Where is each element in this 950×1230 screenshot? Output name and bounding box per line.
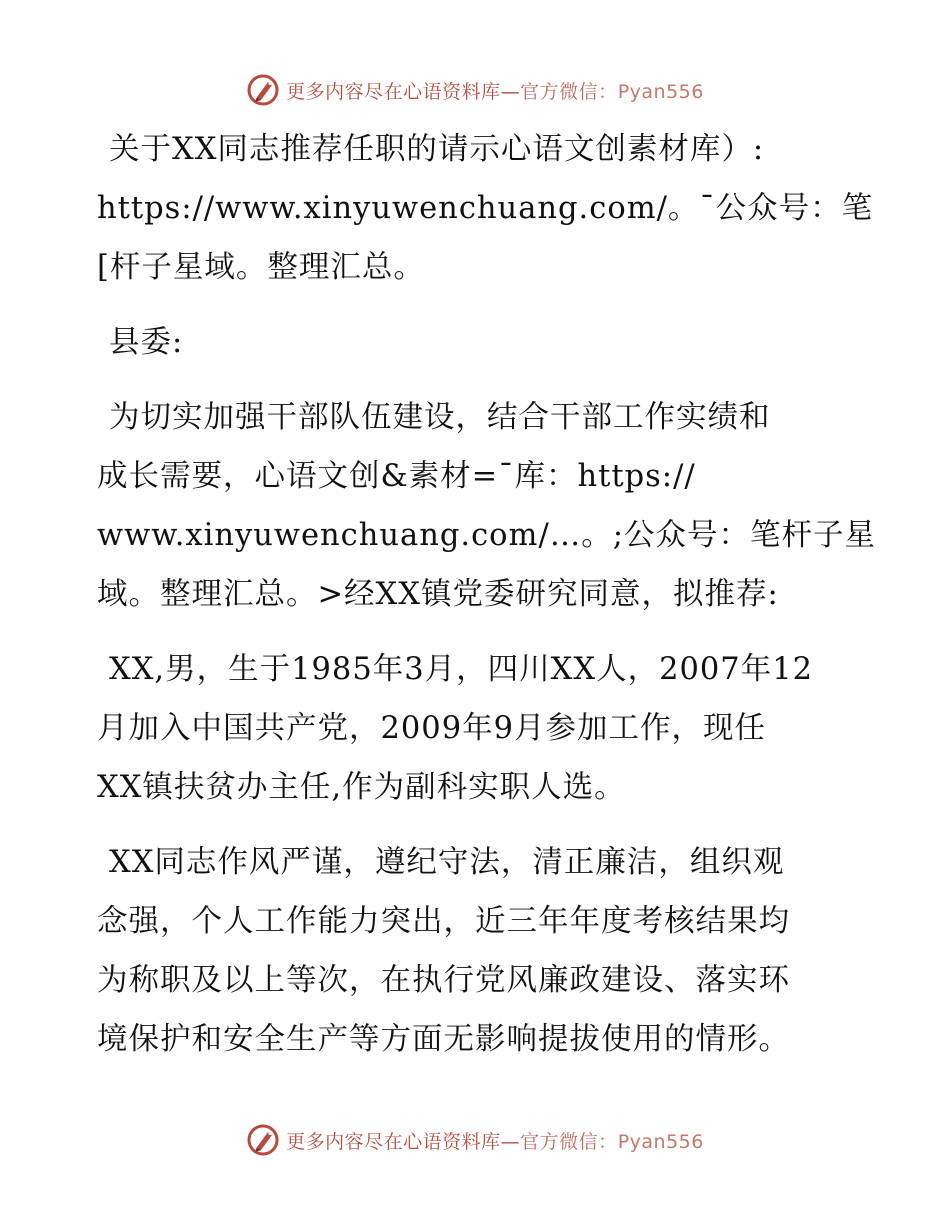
text-line: 成长需要，心语文创&素材=¯库：https:// — [97, 459, 696, 494]
paragraph-salutation — [97, 313, 857, 372]
text-line: 县委: — [109, 325, 184, 360]
text-line: https://www.xinyuwenchuang.com/。¯公众号：笔 — [97, 191, 874, 226]
text-line: [杆子星域。整理汇总。 — [97, 250, 425, 285]
text-line: 境保护和安全生产等方面无影响提拔使用的情形。 — [97, 1022, 790, 1057]
text-line: 念强，个人工作能力突出，近三年年度考核结果均 — [97, 904, 790, 939]
text-line: XX,男，生于1985年3月，四川XX人，2007年12 — [109, 652, 814, 687]
banner-dash: — — [500, 1130, 521, 1153]
text-line: XX镇扶贫办主任,作为副科实职人选。 — [97, 770, 626, 805]
banner-text — [286, 1127, 704, 1154]
banner-wechat-id: Pyan556 — [617, 1130, 704, 1153]
footer-banner — [0, 1120, 950, 1160]
text-line: 关于XX同志推荐任职的请示心语文创素材库）: — [109, 132, 765, 167]
banner-text — [286, 77, 704, 104]
text-line: 月加入中国共产党，2009年9月参加工作，现任 — [97, 711, 767, 746]
text-line: XX同志作风严谨，遵纪守法，清正廉洁，组织观 — [109, 845, 785, 880]
paragraph-candidate — [97, 640, 857, 817]
banner-wechat-label: 官方微信： — [520, 80, 618, 103]
text-line: 域。整理汇总。>经XX镇党委研究同意，拟推荐: — [97, 577, 779, 612]
pen-circle-icon — [246, 73, 280, 107]
text-line: www.xinyuwenchuang.com/…。;公众号：笔杆子星 — [97, 518, 877, 553]
pen-circle-icon — [246, 1123, 280, 1157]
paragraph-evaluation — [97, 833, 857, 1069]
text-line: 为称职及以上等次，在执行党风廉政建设、落实环 — [97, 963, 790, 998]
banner-main-text: 更多内容尽在心语资料库 — [286, 80, 501, 103]
paragraph-title — [97, 120, 874, 297]
paragraph-intro — [97, 388, 877, 624]
banner-dash: — — [500, 80, 521, 103]
banner-content — [246, 73, 704, 107]
header-banner — [0, 70, 950, 110]
banner-wechat-label: 官方微信： — [520, 1130, 618, 1153]
text-line: 为切实加强干部队伍建设，结合干部工作实绩和 — [109, 400, 771, 435]
banner-wechat-id: Pyan556 — [617, 80, 704, 103]
banner-content — [246, 1123, 704, 1157]
document-body — [97, 120, 877, 1069]
banner-main-text: 更多内容尽在心语资料库 — [286, 1130, 501, 1153]
